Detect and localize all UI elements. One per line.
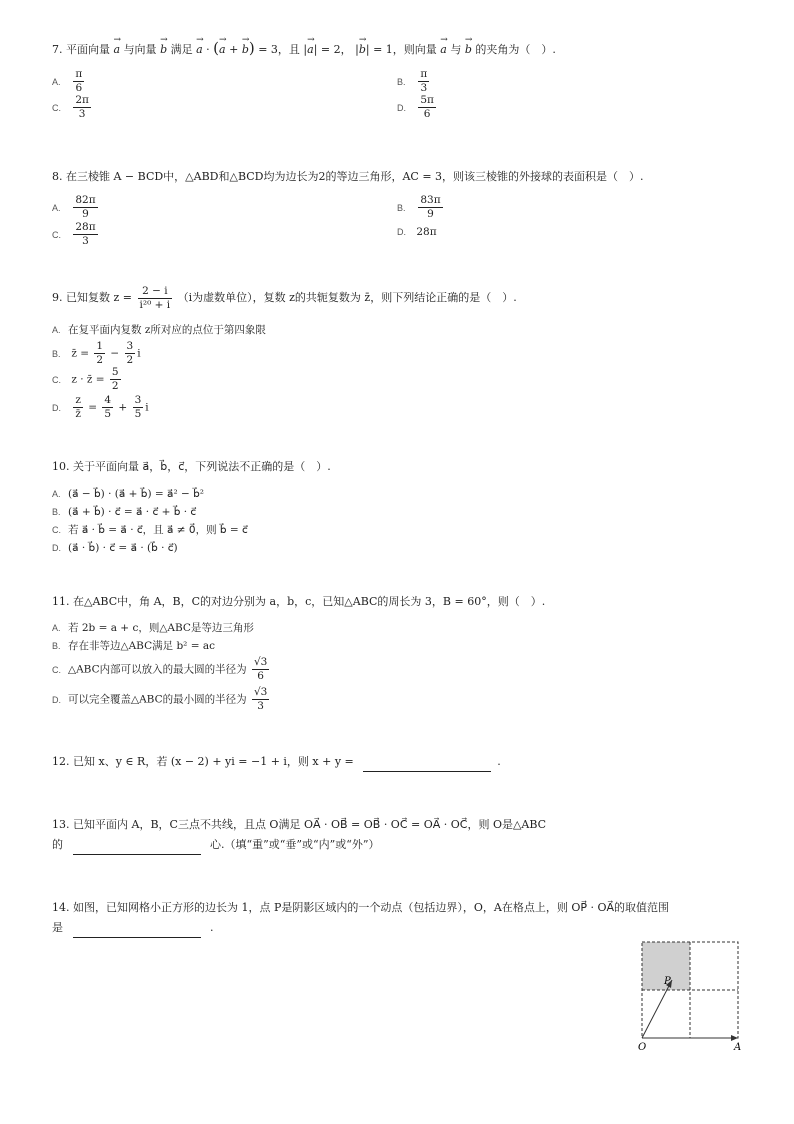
q9-option-d[interactable]: D. $\frac{z}{z̄}$ = $\frac{4}{5}$ + $\frac{3}{5}$ i bbox=[52, 394, 149, 420]
question-11 bbox=[52, 592, 752, 612]
grid-figure bbox=[630, 936, 750, 1059]
q11-option-b[interactable]: B. 存在非等边△ABC满足 b² = ac bbox=[52, 640, 215, 652]
q10-option-c[interactable]: C. 若 a⃗ · b⃗ = a⃗ · c⃗，且 a⃗ ≠ 0⃗，则 b⃗ = c⃗ bbox=[52, 524, 248, 536]
question-number: 8. bbox=[52, 170, 63, 183]
q9-option-a[interactable]: A. 在复平面内复数 z所对应的点位于第四象限 bbox=[52, 324, 266, 336]
q9-option-b[interactable]: B. z̄ = $\frac{1}{2}$ − $\frac{3}{2}$ i bbox=[52, 340, 141, 366]
question-8 bbox=[52, 167, 752, 187]
answer-blank[interactable] bbox=[363, 759, 491, 772]
question-8-stem: 在三棱锥 A − BCD中，△ABD和△BCD均为边长为2的等边三角形，AC = 3，则该三棱锥的外接球的表面积是（ ）. bbox=[66, 170, 644, 183]
question-9: 9. 已知复数 z = $\frac{2 - i}{\text{i²⁰ + i}}$ （i为虚数单位），复数 z的共轭复数为 z̄，则下列结论正确的是（ ）. bbox=[52, 284, 517, 311]
answer-blank[interactable] bbox=[73, 925, 201, 938]
label-o: O bbox=[638, 1042, 647, 1053]
question-number: 13. bbox=[52, 818, 70, 831]
q11-option-d[interactable]: D. 可以完全覆盖△ABC的最小圆的半径为 $\frac{√3}{3}$ bbox=[52, 686, 268, 712]
question-10 bbox=[52, 457, 752, 477]
q8-option-c[interactable]: C. $\frac{28\pi}{3}$ bbox=[52, 221, 96, 247]
q10-option-d[interactable]: D. (a⃗ · b⃗) · c⃗ = a⃗ · (b⃗ · c⃗) bbox=[52, 542, 178, 554]
question-13: 13. 已知平面内 A，B，C三点不共线，且点 O满足 OA⃗ · OB⃗ = OB⃗ · OC⃗ = OA⃗ · OC⃗，则 O是△ABC 的 心.（填“重”或“垂”或“内”或“外”） bbox=[52, 815, 752, 855]
question-number: 11. bbox=[52, 595, 70, 608]
question-number: 7. bbox=[52, 43, 63, 56]
q7-option-b[interactable]: B. $\frac{\pi}{3}$ bbox=[397, 68, 428, 94]
q10-option-a[interactable]: A. (a⃗ − b⃗) · (a⃗ + b⃗) = a⃗² − b⃗² bbox=[52, 488, 205, 500]
q11-option-a[interactable]: A. 若 2b = a + c，则△ABC是等边三角形 bbox=[52, 622, 254, 634]
question-14: 14. 如图，已知网格小正方形的边长为 1，点 P是阴影区域内的一个动点（包括边界），O，A在格点上，则 OP⃗ · OA⃗的取值范围 是 . bbox=[52, 898, 752, 938]
q8-option-a[interactable]: A. $\frac{82\pi}{9}$ bbox=[52, 194, 96, 220]
q8-option-b[interactable]: B. $\frac{83\pi}{9}$ bbox=[397, 194, 441, 220]
q7-option-a[interactable]: A. $\frac{\pi}{6}$ bbox=[52, 68, 83, 94]
q8-option-d[interactable]: D. 28π bbox=[397, 226, 437, 238]
question-12: 12. 已知 x、y ∈ R，若 (x − 2) + yi = −1 + i，则 x + y = . bbox=[52, 752, 752, 772]
question-number: 14. bbox=[52, 901, 70, 914]
q10-option-b[interactable]: B. (a⃗ + b⃗) · c⃗ = a⃗ · c⃗ + b⃗ · c⃗ bbox=[52, 506, 197, 518]
q7-option-c[interactable]: C. $\frac{2\pi}{3}$ bbox=[52, 94, 89, 120]
question-number: 9. bbox=[52, 291, 63, 304]
arrow-head-icon bbox=[731, 1035, 738, 1041]
answer-blank[interactable] bbox=[73, 842, 201, 855]
question-10-stem: 关于平面向量 a⃗，b⃗，c⃗，下列说法不正确的是（ ）. bbox=[73, 460, 331, 473]
question-7-stem: 7. 平面向量 → a 与向量 → b 满足 → a · (→ a + → b) = 3，且 |→ a| = 2， |→ b| = 1，则向量 → a 与 → b 的夹角为（ ）. bbox=[52, 38, 752, 60]
q11-option-c[interactable]: C. △ABC内部可以放入的最大圆的半径为 $\frac{√3}{6}$ bbox=[52, 656, 268, 682]
q7-option-d[interactable]: D. $\frac{5\pi}{6}$ bbox=[397, 94, 434, 120]
grid-figure-svg bbox=[630, 936, 750, 1056]
question-number: 10. bbox=[52, 460, 70, 473]
question-7 bbox=[52, 38, 752, 60]
question-number: 12. bbox=[52, 755, 70, 768]
label-p: P bbox=[664, 976, 671, 987]
label-a: A bbox=[734, 1042, 742, 1053]
question-11-stem: 在△ABC中，角 A，B，C的对边分别为 a，b，c，已知△ABC的周长为 3，B = 60°，则（ ）. bbox=[73, 595, 546, 608]
q9-option-c[interactable]: C. z · z̄ = $\frac{5}{2}$ bbox=[52, 366, 119, 392]
